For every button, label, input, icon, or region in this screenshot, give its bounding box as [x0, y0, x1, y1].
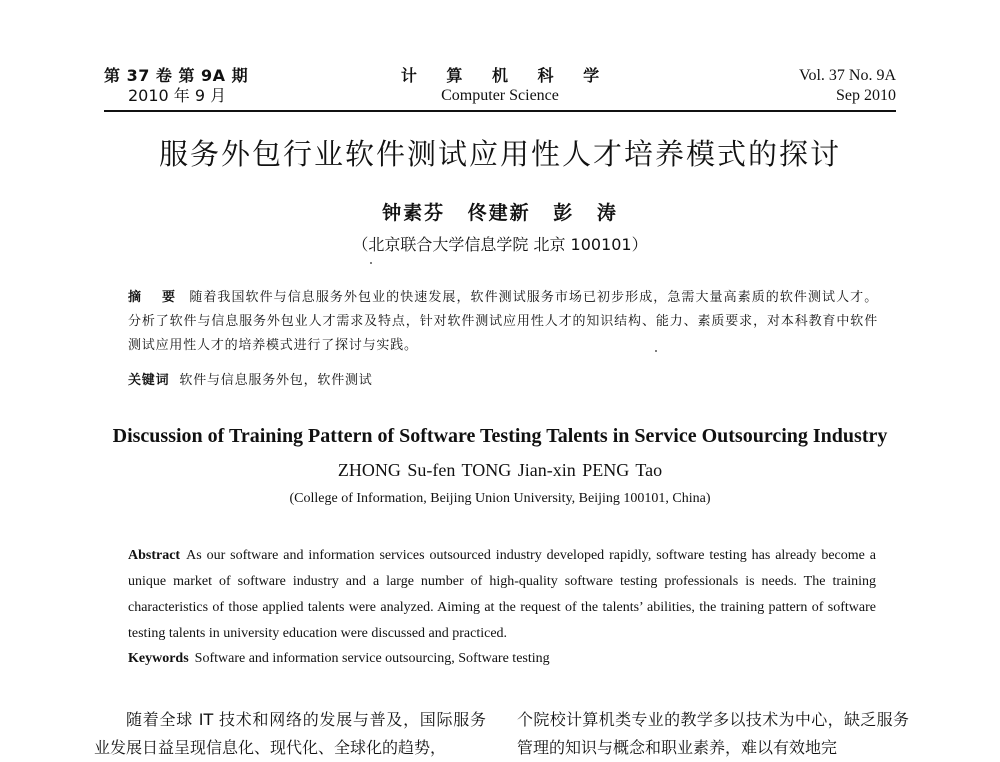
abstract-en-text: As our software and information services outsourced industry developed rapidly, software testing has already become a unique market of software industry and a large number of high-quality software testing professionals is needs. The training characteristics of those applied talents were analyzed. Aiming at the request of the talents’ abilities, the training pattern of software testing talents in university education were discussed and practiced.: [128, 548, 876, 641]
keywords-en-text: Software and information service outsourcing, Software testing: [194, 651, 550, 666]
keywords-cn: [128, 370, 878, 392]
body-column-left: [94, 706, 486, 762]
header-center: [360, 66, 640, 106]
keywords-en: [128, 648, 876, 670]
paper-title-en: Discussion of Training Pattern of Software Testing Talents in Service Outsourcing Industry: [112, 425, 888, 447]
header-left: [104, 66, 248, 106]
volume-en: Vol. 37 No. 9A: [798, 67, 896, 84]
keywords-cn-label: 关键词: [128, 373, 170, 388]
body-paragraph: 随着全球 IT 技术和网络的发展与普及，国际服务业发展日益呈现信息化、现代化、全球化的趋势，: [94, 710, 486, 757]
keywords-en-label: Keywords: [128, 651, 189, 666]
affiliation-en: (College of Information, Beijing Union University, Beijing 100101, China): [289, 491, 711, 506]
volume-issue: 第 37 卷 第 9A 期: [104, 66, 249, 85]
journal-name-en: Computer Science: [441, 87, 559, 104]
keywords-cn-text: 软件与信息服务外包，软件测试: [179, 373, 373, 388]
affiliation-cn: （北京联合大学信息学院 北京 100101）: [352, 235, 648, 254]
date-cn: 2010 年 9 月: [128, 86, 227, 105]
body-column-right: [517, 706, 909, 762]
abstract-cn: [128, 286, 878, 358]
header-right: [799, 66, 896, 106]
abstract-en: [128, 543, 876, 647]
abstract-en-label: Abstract: [128, 548, 181, 563]
paper-title-cn: 服务外包行业软件测试应用性人才培养模式的探讨: [158, 137, 841, 171]
abstract-cn-label: 摘 要: [128, 290, 184, 305]
authors-cn: 钟素芬 佟建新 彭 涛: [382, 202, 618, 224]
header-rule: [104, 110, 896, 112]
authors-en: ZHONG Su-fen TONG Jian-xin PENG Tao: [337, 460, 663, 480]
journal-name-cn: 计 算 机 科 学: [400, 66, 612, 85]
body-paragraph: 个院校计算机类专业的教学多以技术为中心，缺乏服务管理的知识与概念和职业素养，难以有效地完: [517, 710, 909, 757]
scan-speck: [370, 262, 372, 264]
abstract-cn-text: 随着我国软件与信息服务外包业的快速发展，软件测试服务市场已初步形成，急需大量高素质的软件测试人才。分析了软件与信息服务外包业人才需求及特点，针对软件测试应用性人才的知识结构、能力、素质要求，对本科教育中软件测试应用性人才的培养模式进行了探讨与实践。: [128, 290, 878, 353]
date-en: Sep 2010: [836, 87, 896, 104]
